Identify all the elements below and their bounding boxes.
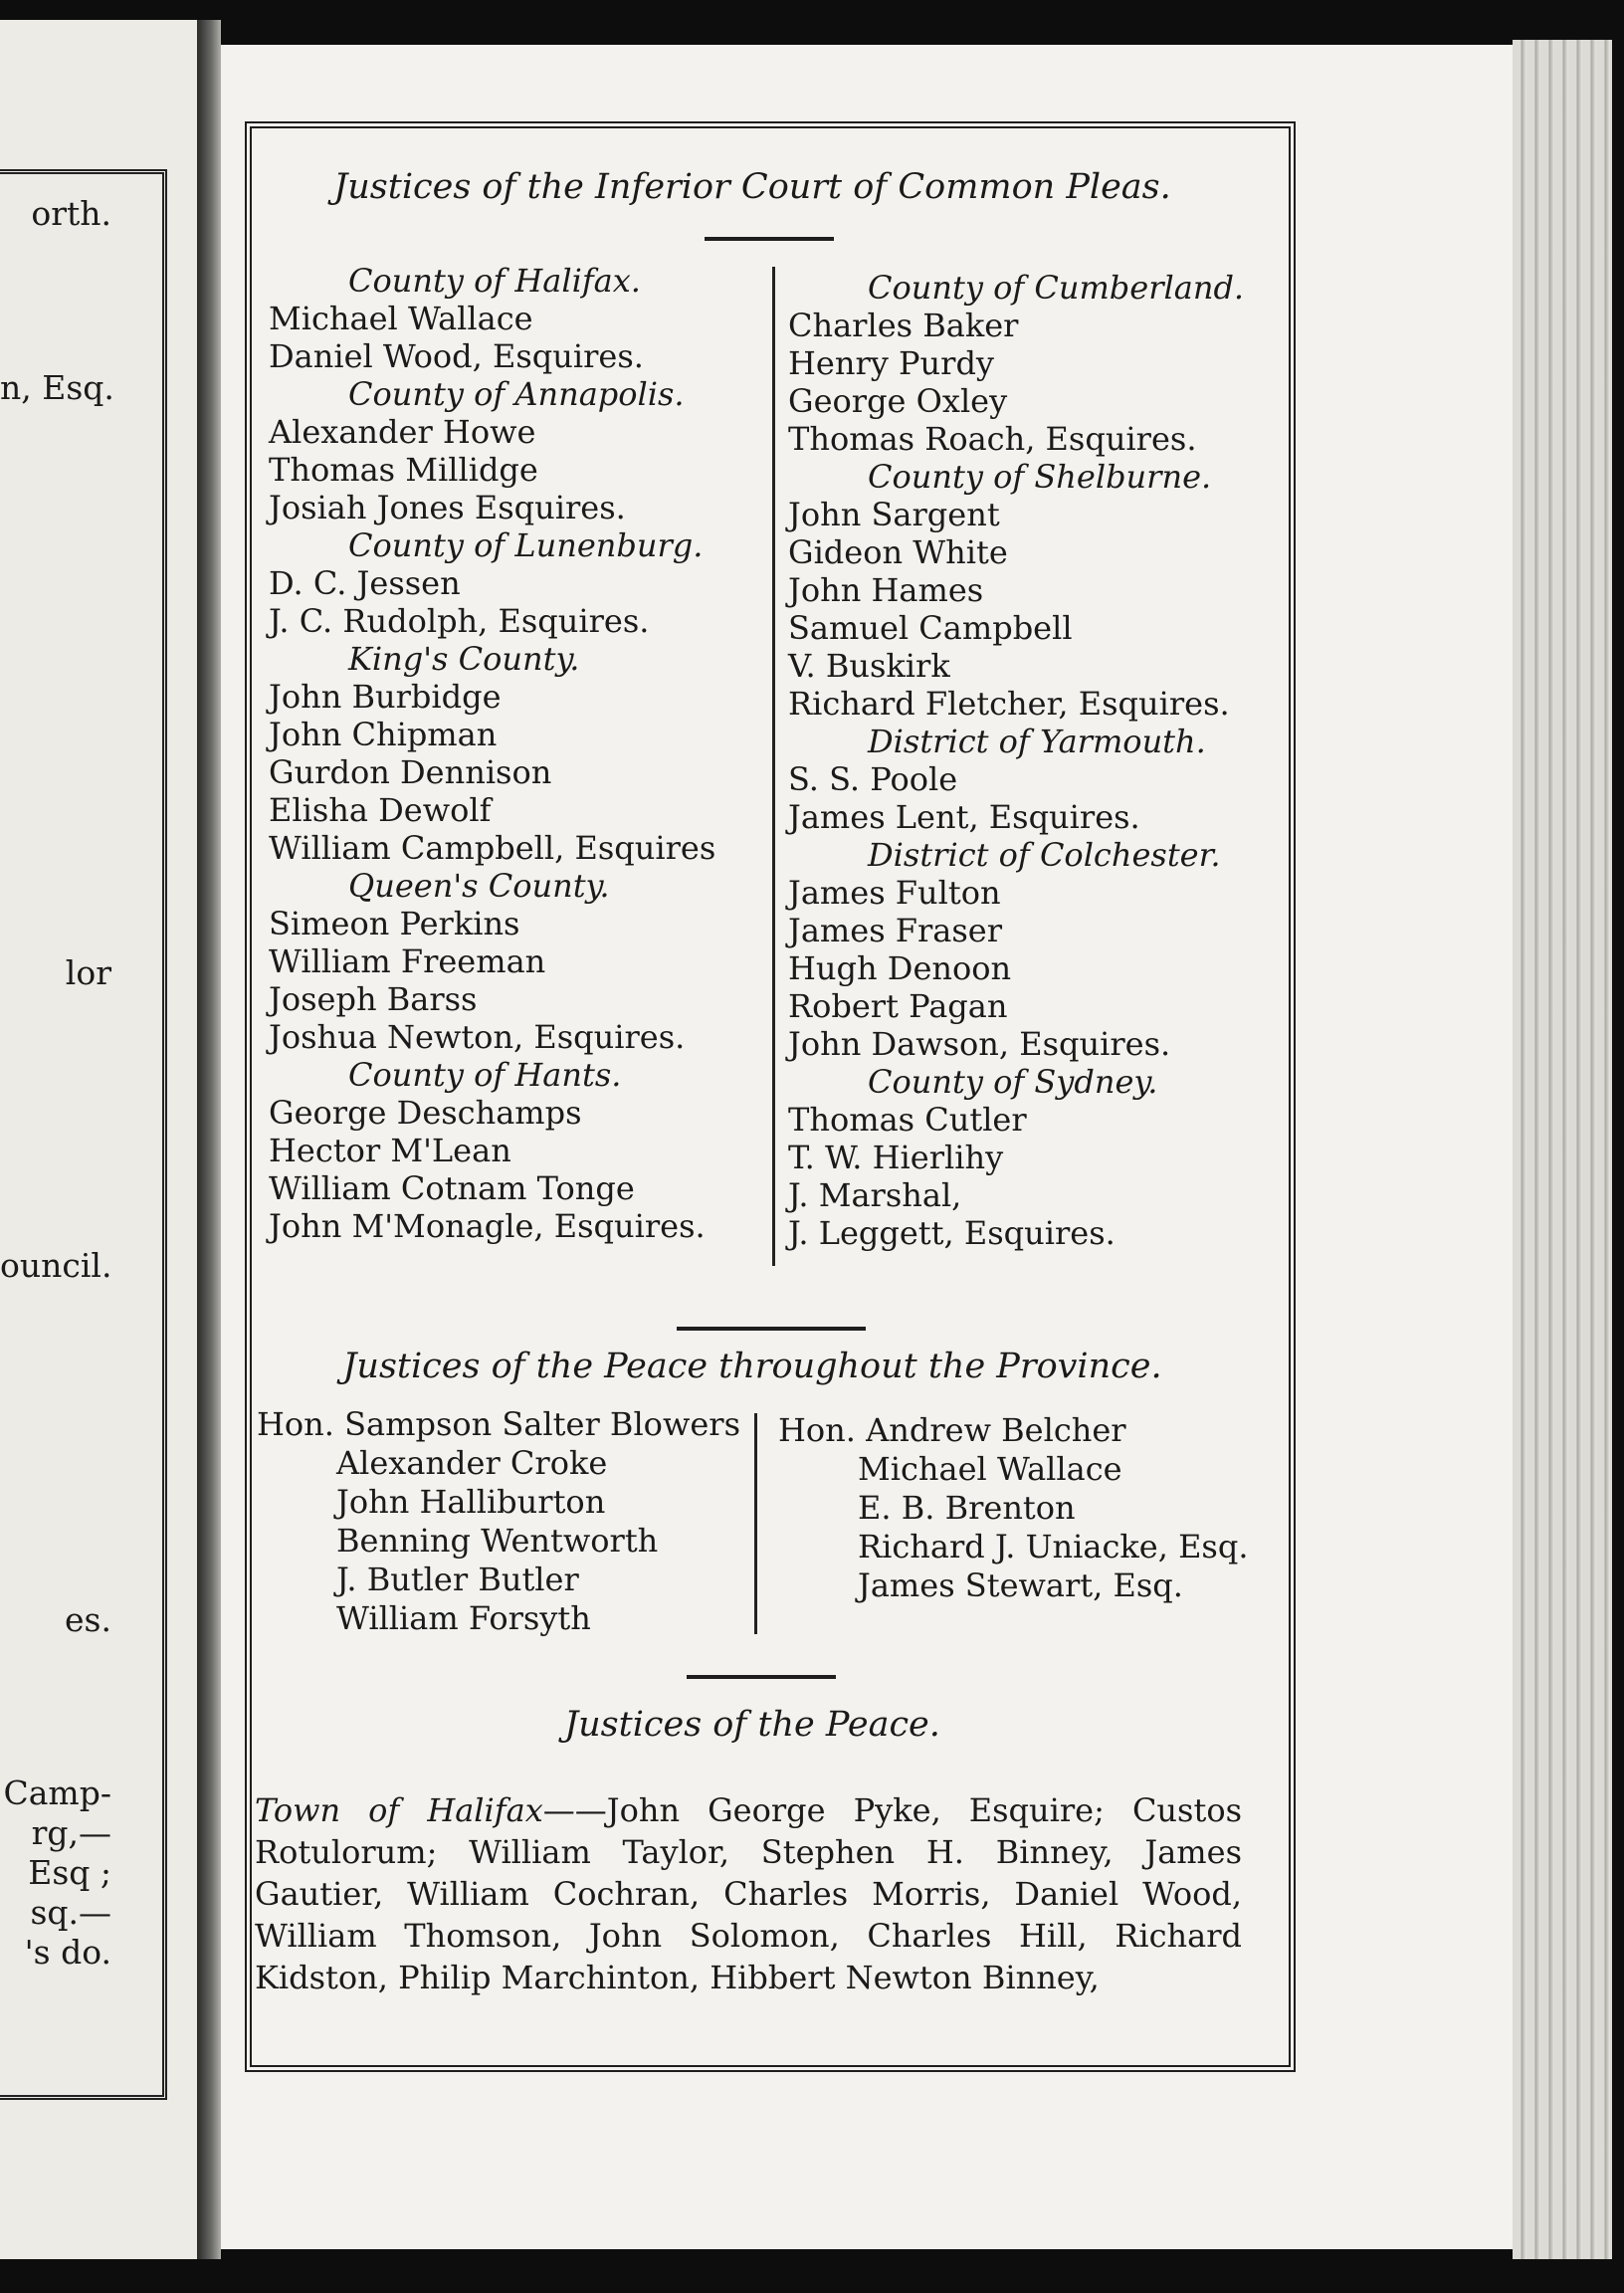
justice-name: V. Buskirk [788, 647, 950, 685]
justice-name: Thomas Cutler [788, 1101, 1027, 1139]
county-subheading: King's County. [348, 640, 580, 678]
justice-name: John Halliburton [336, 1483, 606, 1521]
justice-name: George Oxley [788, 382, 1008, 420]
county-subheading: County of Lunenburg. [348, 526, 704, 564]
peace-province-left-column [257, 1405, 740, 1638]
left-page-line: n, Esq. [0, 368, 114, 407]
justice-name: John Chipman [269, 716, 498, 753]
town-label: Town of Halifax [255, 1791, 543, 1829]
left-page-line: Camp- [3, 1773, 111, 1812]
county-subheading: County of Halifax. [348, 262, 641, 300]
justice-name: William Cotnam Tonge [269, 1169, 635, 1207]
justice-name: John Hames [788, 571, 984, 609]
left-page-line: es. [65, 1600, 111, 1639]
column-divider [772, 267, 775, 1266]
peace-heading: Justices of the Peace. [564, 1705, 940, 1745]
justice-name: Alexander Howe [269, 413, 536, 451]
heading-rule [705, 237, 834, 241]
justice-name: T. W. Hierlihy [788, 1139, 1004, 1176]
justice-name: J. Marshal, [788, 1176, 962, 1214]
justice-name: Hon. Sampson Salter Blowers [257, 1405, 740, 1443]
justice-name: James Fulton [788, 874, 1001, 912]
justice-name: Thomas Roach, Esquires. [788, 420, 1197, 458]
justice-name: D. C. Jessen [269, 564, 461, 602]
dash: —— [542, 1791, 607, 1829]
peace-province-heading: Justices of the Peace throughout the Province. [342, 1347, 1162, 1386]
justice-name: Simeon Perkins [269, 905, 520, 942]
left-page-line: rg,— [31, 1813, 111, 1852]
justice-name: Joseph Barss [269, 980, 478, 1018]
justice-name: Thomas Millidge [269, 451, 538, 489]
justice-name: John Burbidge [269, 678, 502, 716]
left-page-line: Esq ; [28, 1853, 111, 1892]
peace-province-right-column [778, 1411, 1249, 1605]
justice-name: Michael Wallace [269, 300, 533, 337]
book-gutter [197, 20, 221, 2259]
inferior-court-right-column [788, 269, 1244, 1252]
justice-name: Benning Wentworth [336, 1522, 659, 1560]
left-page-line: lor [65, 953, 111, 992]
justice-name: William Freeman [269, 942, 546, 980]
inferior-court-heading: Justices of the Inferior Court of Common Pleas. [333, 167, 1171, 207]
left-page-line: sq.— [30, 1893, 111, 1932]
county-subheading: Queen's County. [348, 867, 610, 905]
justice-name: E. B. Brenton [858, 1489, 1076, 1527]
justice-name: Gurdon Dennison [269, 753, 552, 791]
justice-name: James Stewart, Esq. [858, 1566, 1183, 1604]
justice-name: James Fraser [788, 912, 1003, 949]
justice-name: John Dawson, Esquires. [788, 1025, 1171, 1063]
justice-name: Alexander Croke [336, 1444, 608, 1482]
justice-name: Robert Pagan [788, 987, 1008, 1025]
inferior-court-left-column [269, 262, 715, 1245]
justice-name: J. Butler Butler [336, 1561, 579, 1598]
section-rule-2 [687, 1675, 836, 1679]
county-subheading: County of Hants. [348, 1056, 622, 1094]
justice-name: Josiah Jones Esquires. [269, 489, 626, 526]
justice-name: Richard Fletcher, Esquires. [788, 685, 1230, 723]
county-subheading: County of Cumberland. [868, 269, 1245, 307]
justice-name: William Forsyth [336, 1599, 591, 1637]
justice-name: Gideon White [788, 533, 1008, 571]
section-rule [677, 1327, 866, 1331]
justice-name: William Campbell, Esquires [269, 829, 716, 867]
justice-name: Henry Purdy [788, 344, 994, 382]
justice-name: Michael Wallace [858, 1450, 1122, 1488]
county-subheading: County of Sydney. [868, 1063, 1158, 1101]
justice-name: Hugh Denoon [788, 949, 1012, 987]
left-page-line: orth. [31, 194, 111, 233]
justice-name: Richard J. Uniacke, Esq. [858, 1528, 1249, 1565]
paragraph-text: John George Pyke, Esquire; Custos Rotulorum; William Taylor, Stephen H. Binney, James Gautier, William Cochran, Charles Morris, Daniel Wood, William Thomson, John Solomon, Charles Hill, Richard Kidston, Philip Marchinton, Hibbert Newton Binney, [255, 1791, 1243, 1996]
justice-name: Joshua Newton, Esquires. [269, 1018, 686, 1056]
page-edges [1513, 40, 1612, 2259]
justice-name: John Sargent [788, 496, 1000, 533]
justice-name: Daniel Wood, Esquires. [269, 337, 644, 375]
county-subheading: District of Colchester. [868, 836, 1221, 874]
justice-name: George Deschamps [269, 1094, 582, 1132]
justice-name: J. C. Rudolph, Esquires. [269, 602, 650, 640]
halifax-justices-paragraph [255, 1789, 1242, 1998]
peace-column-divider [754, 1413, 757, 1634]
county-subheading: County of Shelburne. [868, 458, 1212, 496]
left-page-line: ouncil. [0, 1246, 112, 1285]
left-page [0, 20, 197, 2259]
justice-name: Hon. Andrew Belcher [778, 1411, 1126, 1449]
county-subheading: County of Annapolis. [348, 375, 685, 413]
justice-name: Elisha Dewolf [269, 791, 492, 829]
justice-name: J. Leggett, Esquires. [788, 1214, 1116, 1252]
county-subheading: District of Yarmouth. [868, 723, 1206, 760]
justice-name: S. S. Poole [788, 760, 958, 798]
left-page-line: 's do. [24, 1933, 111, 1972]
justice-name: Hector M'Lean [269, 1132, 511, 1169]
justice-name: Samuel Campbell [788, 609, 1073, 647]
justice-name: Charles Baker [788, 307, 1019, 344]
justice-name: John M'Monagle, Esquires. [269, 1207, 706, 1245]
justice-name: James Lent, Esquires. [788, 798, 1140, 836]
